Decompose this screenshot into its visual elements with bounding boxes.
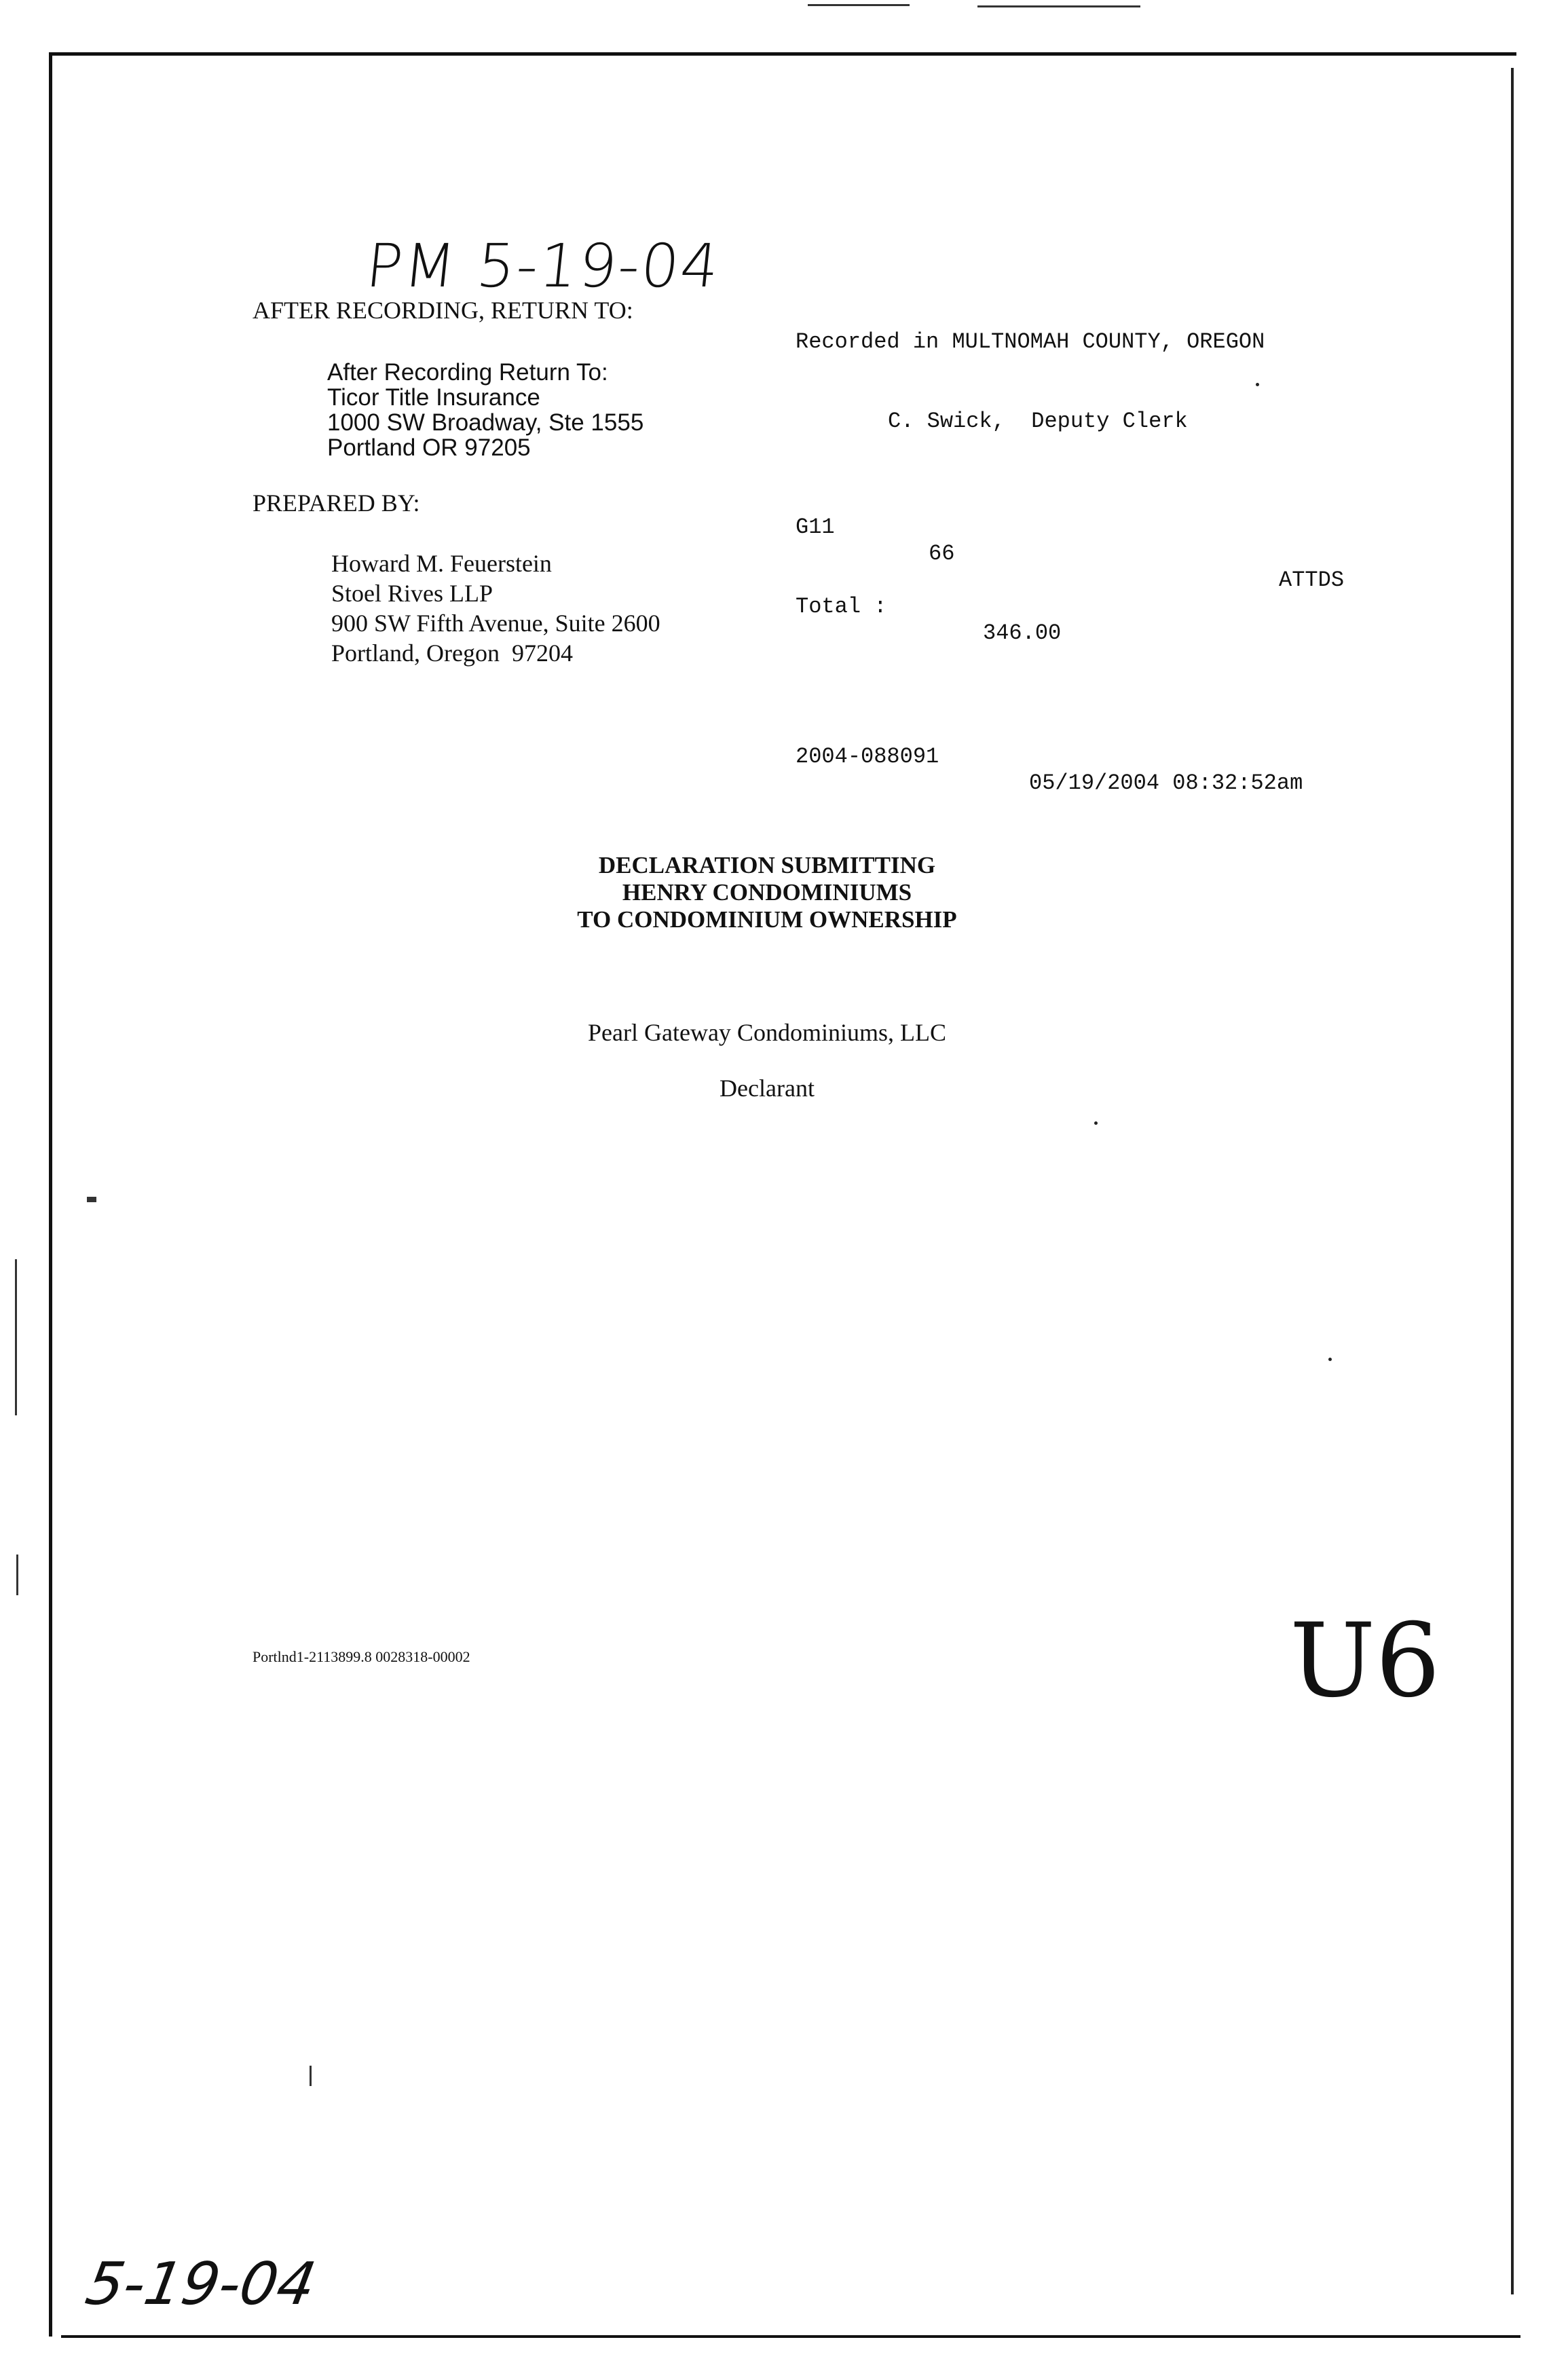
prepared-by-heading: PREPARED BY: <box>253 489 420 517</box>
title-line: TO CONDOMINIUM OWNERSHIP <box>577 906 957 933</box>
stamp-type: ATTDS <box>1279 568 1345 593</box>
stamp-document-number: 2004-088091 <box>796 744 939 769</box>
return-line: Ticor Title Insurance <box>327 384 540 411</box>
stamp-total-value: 346.00 <box>983 620 1062 646</box>
scan-speck <box>1094 1121 1098 1125</box>
document-id: Portlnd1-2113899.8 0028318-00002 <box>253 1648 470 1665</box>
stamp-code: G11 <box>796 515 835 540</box>
preparer-line: Stoel Rives LLP <box>331 580 493 607</box>
page-border-right <box>1511 68 1514 2294</box>
stamp-code-row <box>796 487 1345 593</box>
preparer-line: Howard M. Feuerstein <box>331 550 552 577</box>
scan-artifact <box>16 1555 18 1595</box>
preparer-line: Portland, Oregon 97204 <box>331 639 573 667</box>
declarant-name: Pearl Gateway Condominiums, LLC <box>588 1019 946 1046</box>
preparer-address-block <box>331 548 660 668</box>
return-line: Portland OR 97205 <box>327 434 531 461</box>
title-line: HENRY CONDOMINIUMS <box>622 879 912 906</box>
stamp-datetime: 05/19/2004 08:32:52am <box>1029 770 1303 796</box>
scan-artifact <box>310 2066 312 2086</box>
declarant-block <box>0 1018 1534 1102</box>
handwritten-bottom-date: 5-19-04 <box>81 2250 321 2318</box>
stamp-code-number: 66 <box>929 541 955 566</box>
scan-artifact <box>977 5 1140 7</box>
scan-artifact <box>87 1197 96 1202</box>
handwritten-date-annotation: PM 5-19-04 <box>362 231 724 301</box>
scan-speck <box>1328 1358 1332 1361</box>
after-recording-heading: AFTER RECORDING, RETURN TO: <box>253 297 633 324</box>
recording-stamp <box>796 276 1345 796</box>
document-title <box>0 852 1534 933</box>
stamp-docnum-row <box>796 717 1303 796</box>
stamp-total-row <box>796 567 1265 646</box>
scan-artifact <box>808 4 910 6</box>
stamp-clerk: C. Swick, Deputy Clerk <box>888 409 1188 434</box>
return-line: 1000 SW Broadway, Ste 1555 <box>327 409 644 436</box>
handwritten-initials: U6 <box>1290 1602 1440 1720</box>
return-line: After Recording Return To: <box>327 359 608 386</box>
stamp-total-label: Total : <box>796 594 887 619</box>
page-border-left <box>49 52 52 2337</box>
page-border-top <box>50 52 1516 56</box>
page-border-bottom <box>61 2335 1520 2338</box>
preparer-line: 900 SW Fifth Avenue, Suite 2600 <box>331 610 660 637</box>
stamp-recorded-in: Recorded in MULTNOMAH COUNTY, OREGON <box>796 329 1265 354</box>
declarant-role: Declarant <box>720 1075 815 1102</box>
title-line: DECLARATION SUBMITTING <box>598 852 936 878</box>
scan-artifact <box>15 1259 17 1415</box>
return-address-block <box>327 360 643 460</box>
stamp-clerk-row <box>796 408 1265 434</box>
